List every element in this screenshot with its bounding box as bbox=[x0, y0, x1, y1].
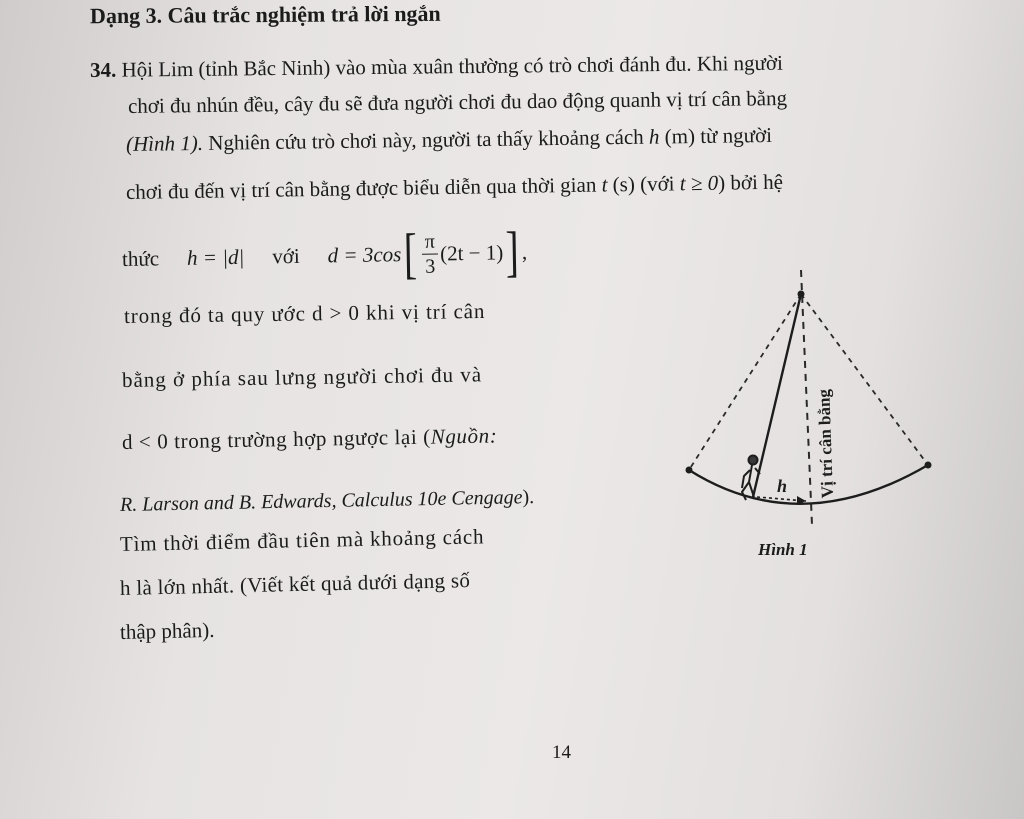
swing-arc bbox=[689, 465, 928, 504]
question-number: 34. bbox=[89, 57, 117, 82]
equilibrium-line bbox=[801, 270, 812, 525]
question-line-6: trong đó ta quy ước d > 0 khi vị trí cân bbox=[123, 298, 486, 328]
right-bracket: ] bbox=[505, 221, 520, 284]
question-line-8: d < 0 trong trường hợp ngược lại (Nguồn: bbox=[121, 423, 498, 454]
figure-caption: Hình 1 bbox=[758, 540, 808, 559]
section-heading: Dạng 3. Câu trắc nghiệm trả lời ngắn bbox=[89, 0, 441, 29]
h-equation: h = |d| bbox=[186, 244, 245, 270]
left-end-point bbox=[686, 467, 693, 474]
left-extreme-line bbox=[689, 294, 801, 470]
equilibrium-label: Vị trí cân bằng bbox=[814, 388, 837, 499]
pivot-point bbox=[798, 291, 805, 298]
question-line-4: chơi đu đến vị trí cân bằng được biểu diễn qua thời gian t (s) (với t ≥ 0) bởi hệ bbox=[125, 169, 784, 204]
question-line-1: 34. Hội Lim (tỉnh Bắc Ninh) vào mùa xuân thường có trò chơi đánh đu. Khi người bbox=[89, 50, 784, 82]
pi-over-3-fraction: $\frac{\pi}{3}$ bbox=[422, 231, 439, 276]
question-line-9: R. Larson and B. Edwards, Calculus 10e Cengage). bbox=[119, 486, 535, 516]
page-number: 14 bbox=[552, 742, 571, 763]
h-label: h bbox=[777, 476, 788, 496]
d-equation: d = 3cos bbox=[327, 241, 402, 267]
swing-rope bbox=[753, 294, 801, 497]
question-line-2: chơi đu nhún đều, cây đu sẽ đưa người chơi đu dao động quanh vị trí cân bằng bbox=[127, 85, 788, 118]
question-line-11: h là lớn nhất. (Viết kết quả dưới dạng số bbox=[119, 568, 471, 600]
formula-line: thức h = |d| với d = 3cos [ $\frac{\pi}{3}$ (2t − 1) ] , bbox=[121, 221, 528, 286]
left-bracket: [ bbox=[403, 222, 418, 286]
question-line-12: thập phân). bbox=[119, 617, 215, 644]
question-line-3: (Hình 1). Nghiên cứu trò chơi này, người ta thấy khoảng cách h (m) từ người bbox=[125, 122, 773, 156]
right-end-point bbox=[925, 462, 932, 469]
question-line-7: bằng ở phía sau lưng người chơi đu và bbox=[121, 362, 483, 392]
question-line-10: Tìm thời điểm đầu tiên mà khoảng cách bbox=[119, 524, 485, 556]
